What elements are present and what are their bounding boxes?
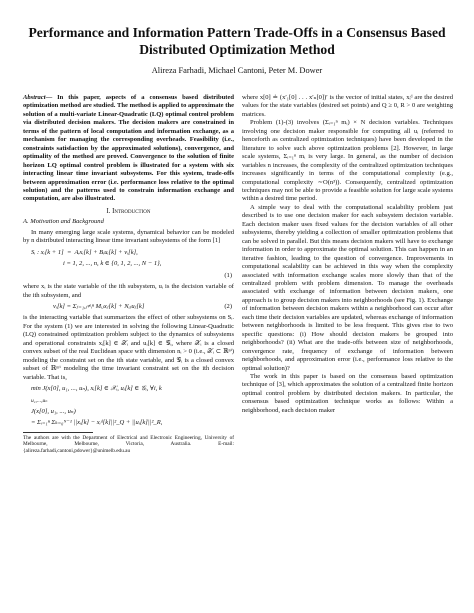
abstract-label: Abstract <box>23 94 46 101</box>
footnote-divider <box>23 432 93 433</box>
paragraph: where x[0] ≐ (x′₁[0] . . . x′ₙ[0])′ is the vector of initial states, xᵢᵈ are the desired values for the state variables (desired set points) and Q ≥ 0, R > 0 are weighting matrices. <box>242 94 453 118</box>
paragraph: is the interacting variable that summarizes the effect of other subsystems on Sᵢ. For the system (1) we are interested in solving the following Linear-Quadratic (LQ) constrained optimization problem subject to the dynamics of subsystems and operational constraints xᵢ[k] ∈ 𝒳ᵢ and uᵢ[k] ∈ 𝒢ᵢ, where 𝒳ᵢ is a closed convex subset of the real Euclidean space with dimension nᵢ > 0 (i.e., 𝒳ᵢ ⊂ ℝⁿⁱ) modeling the constraint set on the ith state variable, and 𝒢ᵢ is a closed convex subset of ℝᵐⁱ modeling the time invariant constraint set on the ith decision variable. That is, <box>23 314 234 381</box>
left-column <box>23 94 234 455</box>
footnote: The authors are with the Department of Electrical and Electronic Engineering, University of Melbourne, Melbourne, Victoria, Australia. E-mail: {alireza.farhadi,cantoni,pdower}@unimelb.edu.au <box>23 434 234 455</box>
paper-title: Performance and Information Pattern Trade-Offs in a Consensus Based Distributed Optimization Method <box>28 25 446 57</box>
equation-2-number: (2) <box>224 302 232 310</box>
right-column <box>242 94 453 415</box>
paragraph: where xᵢ is the state variable of the ith subsystem, uᵢ is the decision variable of the ith subsystem, and <box>23 283 234 299</box>
paragraph: In many emerging large scale systems, dynamical behavior can be modeled by n distributed interacting linear time invariant subsystems of the form [1] <box>23 228 234 245</box>
equation-1-number: (1) <box>224 271 232 279</box>
paragraph: The work in this paper is based on the consensus based optimization technique of [3], which approximates the solution of a centralized finite horizon optimal control problem by distributed decision makers. In particular, the consensus based optimization technique works as follows: Within a neighborhood, each decision maker <box>242 372 453 414</box>
section-heading: I. Introduction <box>106 207 151 215</box>
equation-1-line-2: i = 1, 2, ..., n, k ∈ {0, 1, 2, ..., N − 1}, <box>63 260 162 268</box>
equation-3-line-1: min J(x[0], u₁, ..., uₙ), xᵢ[k] ∈ 𝒳ᵢ, uᵢ[k] ∈ 𝒢ᵢ, ∀i, k <box>31 385 162 393</box>
equation-3-line-2: u₁,...,uₙ <box>31 397 48 404</box>
equation-3-line-4: = Σᵢ₌₁ⁿ Σₖ₌₀ᴺ⁻¹ ||xᵢ[k] − xᵢᵈ[k]||²_Q + ||uᵢ[k]||²_R, <box>31 419 163 427</box>
equation-3-line-3: J(x[0], u₁, ..., uₙ) <box>31 407 76 415</box>
equation-2-body: vᵢ[k] = Σⱼ₌₁,ⱼ≠ᵢⁿ Mᵢⱼxⱼ[k] + Nᵢⱼuⱼ[k] <box>53 302 145 310</box>
abstract-text: — In this paper, aspects of a consensus based distributed optimization method are studied. The method is applied to approximate the solution of a multi-variate Linear-Quadratic (LQ) optimal control problem via distributed decision makers. The decision makers are constrained in terms of the pattern of local computation and information exchange, as a mechanism for managing the corresponding overheads. Feasibility (i.e., constraints satisfaction by the approximated solutions), convergence, and optimality of the method are proved. Convergence to the solution of finite horizon LQ optimal control problem is illustrated for a system with six interacting linear time invariant subsystems. For this system, trade-offs between approximation error (i.e. performance loss relative to the optimal solution) and the patterns used to constrain information exchange and computation, are also illustrated. <box>23 94 234 203</box>
equation-1-line-1: Sᵢ : xᵢ[k + 1] = Aᵢxᵢ[k] + Bᵢuᵢ[k] + vᵢ[k], <box>31 248 138 256</box>
equation-1 <box>23 249 234 280</box>
equation-2 <box>23 303 234 311</box>
subsection-heading: A. Motivation and Background <box>23 218 104 226</box>
paragraph: Problem (1)-(3) involves (Σᵢ₌₁ⁿ mᵢ) × N decision variables. Techniques involving one decision maker responsible for computing all uᵢ (referred to henceforth as centralized optimization techniques) have been developed in the literature to solve such above optimization problems [2]. However, in large scale systems, Σᵢ₌₁ⁿ mᵢ is very large. In general, as the number of decision variables n increases, the complexity of the centralized optimization techniques increases significantly in terms of the computational complexity (e.g., computational complexity ∼O(n³)). Consequently, centralized optimization techniques may not be able to provide a feasible solution for large scale systems within a desired time period. <box>242 119 453 203</box>
authors: Alireza Farhadi, Michael Cantoni, Peter M. Dower <box>151 66 323 75</box>
equation-3 <box>23 385 234 428</box>
paragraph: A simple way to deal with the computational scalability problem just described is to use one decision maker for each subsystem decision variable. Each decision maker uses fixed values for the decision variables of all other subsystems, thereby yielding a collection of smaller optimization problems that can be solved in parallel. But this means decision makers will have to exchange information in order to approximate the optimal solution. This can happen in an iterative fashion, leading to the question of convergence. Improvements in computational scalability can be achieved in this way when the complexity associated with information exchange scales more slowly than that of the centralized problem with problem dimension. To manage the overheads associated with exchange of information between decision makers, one approach is to group decision makers into neighborhoods (see Fig. 1). Exchange of information between decision makers within a neighborhood can occur after each time their decision variables are updated, whereas exchange of information between neighborhoods is limited to be less frequent. This gives rise to two specific questions: (i) How should decision makers be grouped into neighborhoods? (ii) What are the trade-offs between size of neighborhoods, convergence rate, frequency of exchange of information between neighborhoods, and approximation error (i.e., performance loss relative to the optimal solution)? <box>242 203 453 372</box>
abstract <box>23 94 234 204</box>
